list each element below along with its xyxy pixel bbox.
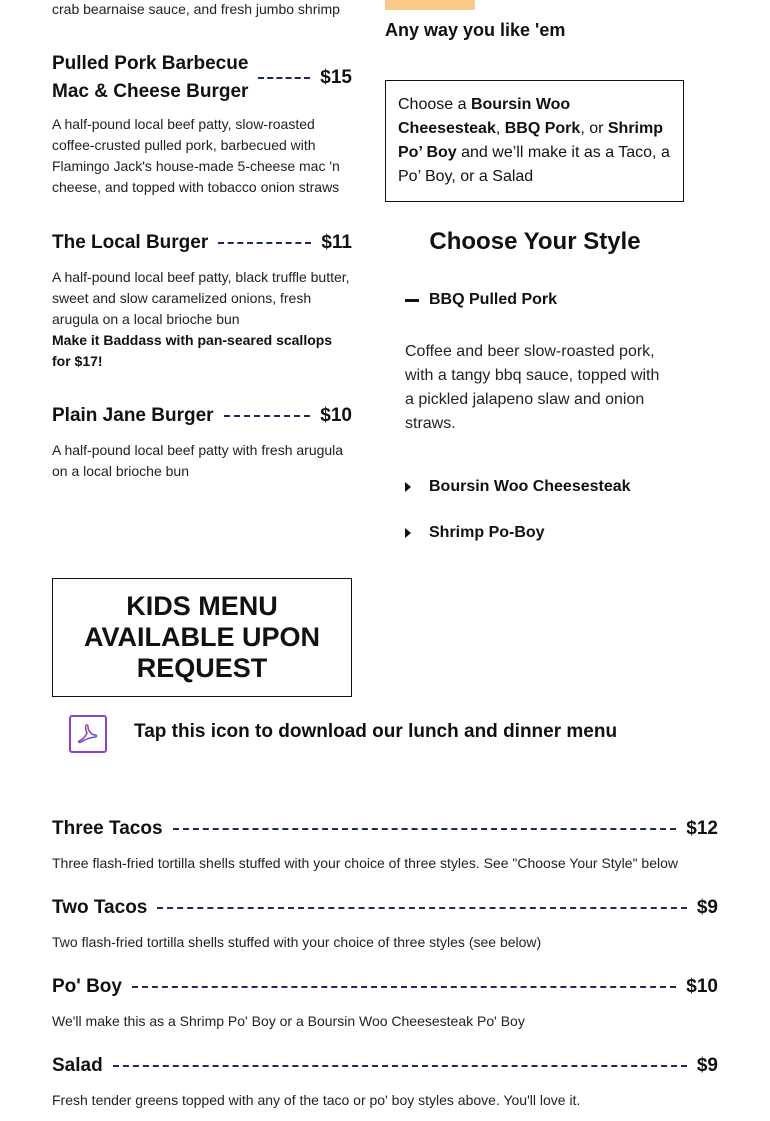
kids-menu-box: [52, 578, 352, 697]
accordion-item-shrimp-po-boy[interactable]: [405, 524, 545, 542]
menu-item-price: $9: [696, 897, 718, 918]
download-menu-link[interactable]: Tap this icon to download our lunch and dinner menu: [134, 721, 618, 742]
price-leader: [218, 242, 311, 244]
previous-item-description-fragment: crab bearnaise sauce, and fresh jumbo shrimp: [52, 1, 340, 17]
choose-style-intro-box: Choose a Boursin Woo Cheesesteak, BBQ Pork, or Shrimp Po’ Boy and we’ll make it as a Taco, a Po’ Boy, or a Salad: [385, 80, 684, 202]
tagline: Any way you like 'em: [385, 20, 566, 40]
menu-item-price: $15: [320, 67, 352, 88]
pdf-icon[interactable]: [69, 715, 107, 753]
accordion-label: BBQ Pulled Pork: [429, 291, 558, 308]
menu-item-price: $12: [686, 818, 718, 839]
menu-item-po-boy: [52, 973, 718, 1032]
price-leader: [173, 828, 677, 830]
menu-item-description: A half-pound local beef patty, slow-roasted coffee-crusted pulled pork, barbecued with Flamingo Jack's house-made 5-cheese mac 'n cheese, and topped with tobacco onion straws: [52, 116, 340, 195]
accordion-label: Shrimp Po-Boy: [429, 524, 545, 541]
menu-item-local-burger: [52, 229, 352, 372]
menu-item-title: Plain Jane Burger: [52, 405, 214, 426]
menu-item-title: Pulled Pork Barbecue Mac & Cheese Burger: [52, 53, 249, 102]
kids-menu-text: KIDS MENU AVAILABLE UPON REQUEST: [84, 591, 320, 683]
menu-item-description: We'll make this as a Shrimp Po' Boy or a Boursin Woo Cheesesteak Po' Boy: [52, 1013, 525, 1029]
choose-style-heading: Choose Your Style: [429, 228, 641, 255]
menu-item-title: Salad: [52, 1055, 103, 1076]
menu-item-upgrade-note: Make it Baddass with pan-seared scallops for $17!: [52, 332, 333, 369]
menu-item-three-tacos: [52, 815, 718, 874]
menu-item-description: Two flash-fried tortilla shells stuffed with your choice of three styles (see below): [52, 934, 542, 950]
price-leader: [132, 986, 676, 988]
menu-item-pulled-pork-burger: [52, 50, 352, 198]
accordion-item-bbq-pulled-pork[interactable]: [405, 291, 557, 309]
price-leader: [157, 907, 686, 909]
menu-item-description: A half-pound local beef patty, black truffle butter, sweet and slow caramelized onions, fresh arugula on a local brioche bun: [52, 269, 350, 327]
menu-item-two-tacos: [52, 894, 718, 953]
menu-item-title: The Local Burger: [52, 232, 209, 253]
menu-item-price: $11: [321, 232, 352, 253]
menu-item-price: $10: [686, 976, 718, 997]
menu-item-plain-jane-burger: [52, 402, 352, 482]
menu-item-description: A half-pound local beef patty with fresh arugula on a local brioche bun: [52, 442, 344, 479]
caret-right-icon: [405, 528, 411, 538]
caret-right-icon: [405, 482, 411, 492]
accordion-body-bbq-pulled-pork: Coffee and beer slow-roasted pork, with a tangy bbq sauce, topped with a pickled jalapeno slaw and onion straws.: [405, 343, 660, 432]
accordion-label: Boursin Woo Cheesesteak: [429, 478, 631, 495]
accent-bar: [385, 0, 475, 10]
accordion-item-boursin-woo-cheesesteak[interactable]: [405, 478, 631, 496]
menu-item-title: Two Tacos: [52, 897, 148, 918]
menu-item-title: Three Tacos: [52, 818, 163, 839]
menu-item-description: Fresh tender greens topped with any of the taco or po' boy styles above. You'll love it.: [52, 1092, 581, 1108]
price-leader: [113, 1065, 687, 1067]
price-leader: [258, 77, 310, 79]
menu-item-description: Three flash-fried tortilla shells stuffed with your choice of three styles. See "Choose Your Style" below: [52, 855, 679, 871]
menu-item-price: $9: [696, 1055, 718, 1076]
menu-item-title: Po' Boy: [52, 976, 122, 997]
price-leader: [224, 415, 311, 417]
minus-icon: [405, 293, 419, 307]
menu-item-price: $10: [320, 405, 352, 426]
menu-item-salad: [52, 1052, 718, 1111]
